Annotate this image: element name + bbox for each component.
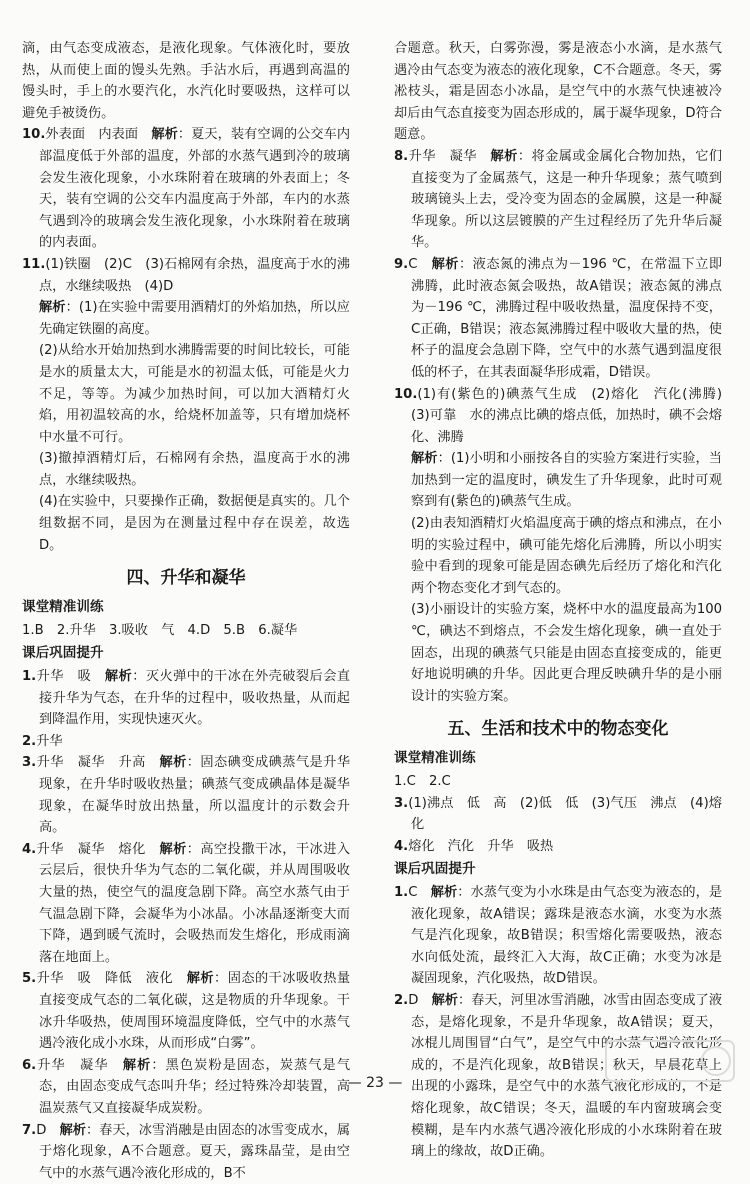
item-text: ：固态碘变成碘蒸气是升华现象，在升华时吸收热量；碘蒸气变成碘晶体是凝华现象，在凝华时放出热量，所以温度计的示数会升高。 <box>39 755 350 835</box>
answer-item <box>22 254 350 297</box>
subsection-heading: 课堂精准训练 <box>22 597 350 619</box>
item-text: (1)铁圈 (2)C (3)石棉网有余热，温度高于水的沸点，水继续吸热 (4)D <box>39 257 350 294</box>
item-text: ：水蒸气变为小水珠是由气态变为液态的，是液化现象，故A错误；露珠是液态水滴，水变为水蒸气是汽化现象，故B错误；积雪熔化需要吸热，液态水向低处流，最终汇入大海，故C正确；水变为冰是凝固现象，汽化吸热，故D错误。 <box>411 885 722 986</box>
answer-item <box>394 836 722 858</box>
explanation-paragraph <box>394 448 722 513</box>
answer-text: 升华 吸 降低 液化 <box>36 971 173 986</box>
item-text: (1)有(紫色的)碘蒸气生成 (2)熔化 汽化(沸腾) (3)可靠 水的沸点比碘的熔点低，加热时，碘不会熔化、沸腾 <box>411 387 735 445</box>
text-paragraph: 1.C 2.C <box>394 771 722 793</box>
item-number: 3. <box>394 796 408 811</box>
item-number: 5. <box>22 971 36 986</box>
analysis-label: 解析 <box>411 451 438 466</box>
item-number: 10. <box>394 387 417 402</box>
text-paragraph: 滴，由气态变成液态，是液化现象。气体液化时，要放热，从而使上面的馒头先熟。手沾水后，再遇到高温的馒头时，手上的水要汽化，水汽化时要吸热，这样可以避免手被烫伤。 <box>22 38 350 124</box>
analysis-label: 解析 <box>159 755 186 770</box>
item-text: (2)从给水开始加热到水沸腾需要的时间比较长，可能是水的质量太大，可能是水的初温太低，可能是火力不足，等等。为减少加热时间，可以加大酒精灯火焰，用初温较高的水，给烧杯加盖等，只有增加烧杯中水量不可行。 <box>39 343 350 444</box>
right-column <box>394 38 722 1163</box>
answer-item <box>22 731 350 753</box>
answer-text: 升华 <box>36 734 62 749</box>
analysis-label: 解析 <box>151 127 178 142</box>
item-number: 11. <box>22 257 45 272</box>
item-text: ：(1)在实验中需要用酒精灯的外焰加热，所以应先确定铁圈的高度。 <box>39 300 350 337</box>
subsection-heading: 课后巩固提升 <box>394 859 722 881</box>
answer-text: 升华 吸 <box>36 669 91 684</box>
item-text: (3)撤掉酒精灯后，石棉网有余热，温度高于水的沸点，水继续吸热。 <box>39 451 350 488</box>
subsection-heading: 课后巩固提升 <box>22 643 350 665</box>
item-text: ：液态氮的沸点为－196 ℃，在常温下立即沸腾，此时液态氮会吸热，故A错误；液态氮的沸点为－196 ℃，沸腾过程中吸收热量，温度保持不变，C正确，B错误；液态氮沸腾过程中吸收大量的热，使杯子的温度会急剧下降，空气中的水蒸气遇到温度很低的杯子，在其表面凝华形成霜，D错误。 <box>411 257 722 380</box>
item-number: 4. <box>394 839 408 854</box>
item-text: (3)小丽设计的实验方案，烧杯中水的温度最高为100 ℃，碘达不到熔点，不会发生熔化现象，碘一直处于固态，出现的碘蒸气只能是由固态直接变成的，能更好地说明碘的升华。因此更合理反映碘升华的是小丽设计的实验方案。 <box>411 602 722 703</box>
answer-item <box>22 968 350 1054</box>
explanation-paragraph <box>22 340 350 448</box>
item-number: 7. <box>22 1123 36 1138</box>
item-text: (2)由表知酒精灯火焰温度高于碘的熔点和沸点，在小明的实验过程中，碘可能先熔化后沸腾，所以小明实验中看到的现象可能是固态碘先后经历了熔化和汽化两个物态变化才到气态的。 <box>411 516 722 596</box>
item-text: (4)在实验中，只要操作正确，数据便是真实的。几个组数据不同，是因为在测量过程中存在误差，故选D。 <box>39 494 350 552</box>
item-number: 1. <box>394 885 408 900</box>
item-text: ：春天，河里冰雪消融，冰雪由固态变成了液态，是熔化现象，不是升华现象，故A错误；夏天，冰棍儿周围冒“白气”，是空气中的水蒸气遇冷液化形成的，不是汽化现象，故B错误；秋天，早晨花草上出现的小露珠，是空气中的水蒸气液化形成的，不是熔化现象，故C错误；冬天，温暖的车内窗玻璃会变模糊，是车内水蒸气遇冷液化形成的小水珠附着在玻璃上的缘故，故D正确。 <box>411 993 722 1159</box>
analysis-label: 解析 <box>431 885 458 900</box>
analysis-label: 解析 <box>105 669 132 684</box>
answer-text: 外表面 内表面 <box>45 127 138 142</box>
item-text: ：夏天，装有空调的公交车内部温度低于外部的温度，外部的水蒸气遇到冷的玻璃会发生液化现象，小水珠附着在玻璃的外表面上；冬天，装有空调的公交车内温度高于外部，车内的水蒸气遇到冷的玻璃会发生液化现象，小水珠附着在玻璃的内表面。 <box>39 127 350 250</box>
answer-item <box>22 124 350 254</box>
answer-text: 升华 凝华 熔化 <box>36 842 146 857</box>
item-text: 熔化 汽化 升华 吸热 <box>408 839 553 854</box>
answer-text: 升华 凝华 升高 <box>36 755 146 770</box>
answer-text: C <box>408 885 417 900</box>
item-number: 9. <box>394 257 408 272</box>
page-number: — 23 — <box>0 1075 750 1091</box>
item-text: ：固态的干冰吸收热量直接变成气态的二氧化碳，这是物质的升华现象。干冰升华吸热，使周围环境温度降低，空气中的水蒸气遇冷液化成小水珠，从而形成“白雾”。 <box>39 971 350 1051</box>
explanation-paragraph <box>22 297 350 340</box>
watermark-logo-icon <box>604 1035 736 1111</box>
analysis-label: 解析 <box>159 842 186 857</box>
explanation-paragraph <box>394 513 722 599</box>
section-heading: 五、生活和技术中的物态变化 <box>394 716 722 742</box>
analysis-label: 解析 <box>432 257 459 272</box>
item-text: ：灭火弹中的干冰在外壳破裂后会直接升华为气态，在升华的过程中，吸收热量，从而起到降温作用，实现快速灭火。 <box>39 669 350 727</box>
item-number: 8. <box>394 149 408 164</box>
answer-item <box>394 882 722 990</box>
item-text: ：高空投撒干冰，干冰进入云层后，很快升华为气态的二氧化碳，并从周围吸收大量的热，使空气的温度急剧下降。高空水蒸气由于气温急剧下降，会凝华为小冰晶。小冰晶逐渐变大而下降，遇到暖气流时，会吸热而发生熔化，形成雨滴落在地面上。 <box>39 842 350 965</box>
answer-item <box>22 666 350 731</box>
item-number: 10. <box>22 127 45 142</box>
answer-item <box>22 1120 350 1184</box>
answer-text: C <box>408 257 417 272</box>
explanation-paragraph <box>22 491 350 556</box>
text-paragraph: 1.B 2.升华 3.吸收 气 4.D 5.B 6.凝华 <box>22 620 350 642</box>
answer-item <box>394 146 722 254</box>
item-text: ：(1)小明和小丽按各自的实验方案进行实验，当加热到一定的温度时，碘发生了升华现象，此时可观察到有(紫色的)碘蒸气生成。 <box>411 451 722 509</box>
answer-item <box>22 839 350 969</box>
left-column <box>22 38 350 1184</box>
answer-text: D <box>36 1123 46 1138</box>
text-paragraph: 合题意。秋天，白雾弥漫，雾是液态小水滴，是水蒸气遇冷由气态变为液态的液化现象，C不合题意。冬天，雾凇枝头，霜是固态小冰晶，是空气中的水蒸气快速被冷却后由气态直接变为固态形成的，属于凝华现象，D符合题意。 <box>394 38 722 146</box>
item-number: 6. <box>22 1058 36 1073</box>
item-number: 2. <box>394 993 408 1008</box>
answer-item <box>394 384 722 449</box>
item-number: 3. <box>22 755 36 770</box>
analysis-label: 解析 <box>39 300 66 315</box>
analysis-label: 解析 <box>187 971 214 986</box>
explanation-paragraph <box>394 599 722 707</box>
answer-text: 升华 凝华 <box>36 1058 108 1073</box>
answer-text: D <box>408 993 418 1008</box>
analysis-label: 解析 <box>491 149 518 164</box>
item-number: 2. <box>22 734 36 749</box>
answer-item <box>394 793 722 836</box>
subsection-heading: 课堂精准训练 <box>394 748 722 770</box>
analysis-label: 解析 <box>432 993 458 1008</box>
explanation-paragraph <box>22 448 350 491</box>
item-text: ：黑色炭粉是固态，炭蒸气是气态，由固态变成气态叫升华；经过特殊冷却装置，高温炭蒸气又直接凝华成炭粉。 <box>39 1058 350 1116</box>
answer-item <box>394 254 722 384</box>
answer-text: 升华 凝华 <box>408 149 477 164</box>
section-heading: 四、升华和凝华 <box>22 565 350 591</box>
item-number: 4. <box>22 842 36 857</box>
item-text: (1)沸点 低 高 (2)低 低 (3)气压 沸点 (4)熔化 <box>408 796 722 833</box>
analysis-label: 解析 <box>123 1058 152 1073</box>
item-text: ：春天，冰雪消融是由固态的冰雪变成水，属于熔化现象，A不合题意。夏天，露珠晶莹，是由空气中的水蒸气遇冷液化形成的，B不 <box>39 1123 350 1181</box>
item-text: ：将金属或金属化合物加热，它们直接变为了金属蒸气，这是一种升华现象；蒸气喷到玻璃镜头上去，受冷变为固态的金属膜，这是一种凝华现象。所以这层镀膜的产生过程经历了先升华后凝华。 <box>411 149 722 250</box>
item-number: 1. <box>22 669 36 684</box>
answer-item <box>22 752 350 838</box>
analysis-label: 解析 <box>60 1123 86 1138</box>
